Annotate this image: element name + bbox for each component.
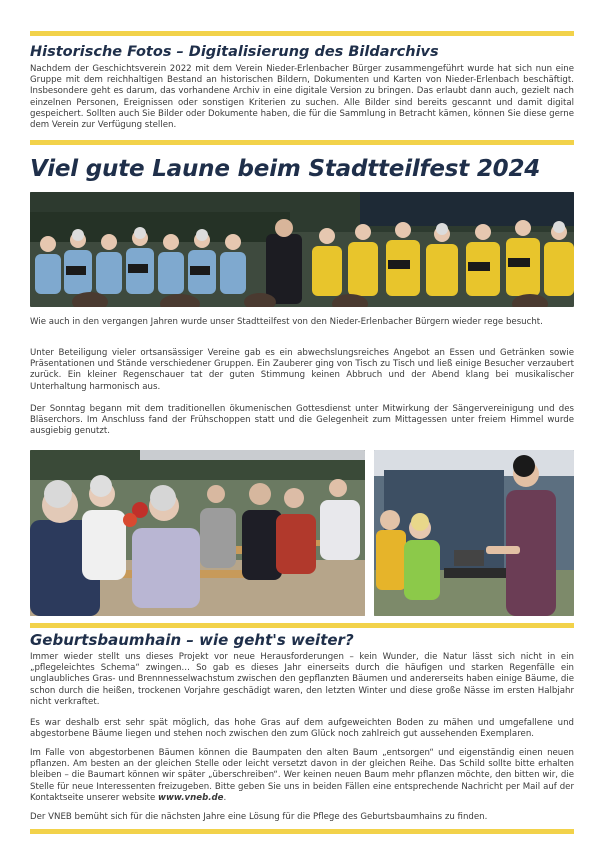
archive-section-title: Historische Fotos – Digitalisierung des Bildarchivs	[30, 44, 439, 60]
trees-paragraph-4: Der VNEB bemüht sich für die nächsten Jahre eine Lösung für die Pflege des Geburtsbaumhains zu finden.	[30, 812, 488, 822]
festival-paragraph-3: Der Sonntag begann mit dem traditionellen ökumenischen Gottesdienst unter Mitwirkung der Sängervereinigung und des Bläserchors. Im Anschluss fand der Frühschoppen statt und die Gelegenheit zum Mittagessen unter freiem Himmel wurde ausgiebig genutzt.	[30, 404, 574, 437]
website-link[interactable]: www.vneb.de	[158, 792, 224, 803]
trees-paragraph-3	[30, 748, 574, 804]
choir-photo	[30, 192, 574, 307]
festival-paragraph-2: Unter Beteiligung vieler ortsansässiger Vereine gab es ein abwechslungsreiches Angebot an Essen und Getränken sowie Präsentationen und Stände verschiedener Gruppen. Ein Zauberer ging von Tisch zu Tisch und ließ einige Besucher verzaubert zurück. Ein kleiner Regenschauer tat der guten Stimmung keinen Abbruch und der Abend klang bei musikalischer Unterhaltung harmonisch aus.	[30, 348, 574, 392]
festival-paragraph-1: Wie auch in den vergangen Jahren wurde unser Stadtteilfest von den Nieder-Erlenbacher Bürgern wieder rege besucht.	[30, 317, 543, 327]
trees-paragraph-2: Es war deshalb erst sehr spät möglich, das hohe Gras auf dem aufgeweichten Boden zu mähen und umgefallene und abgestorbene Bäume liegen und stehen noch zwischen den zum Glück noch zahlreich gut aussehenden Exemplaren.	[30, 718, 574, 740]
magician-photo	[374, 450, 574, 616]
trees-paragraph-1: Immer wieder stellt uns dieses Projekt vor neue Herausforderungen – kein Wunder, die Natur lässt sich nicht in ein „pflegeleichtes Schema“ zwingen… So gab es dieses Jahr einerseits durch die häufigen und starken Regenfälle ein unglaubliches Gras- und Brennnesselwachstum zwischen den gepflanzten Bäumen und andererseits haben einige Bäume, die schon durch die heißen, trockenen Vorjahre geschädigt waren, den letzten Winter und diese große Nässe im ersten Halbjahr nicht verkraftet.	[30, 652, 574, 707]
magician-photo-icon	[374, 450, 574, 616]
festival-section-title: Viel gute Laune beim Stadtteilfest 2024	[30, 156, 541, 182]
accent-bar	[30, 829, 574, 834]
trees-section-title: Geburtsbaumhain – wie geht's weiter?	[30, 631, 354, 649]
choir-photo-icon	[30, 192, 574, 307]
accent-bar	[30, 31, 574, 36]
accent-bar	[30, 140, 574, 145]
accent-bar	[30, 623, 574, 628]
trees-paragraph-3-text: Im Falle von abgestorbenen Bäumen können die Baumpaten den alten Baum „entsorgen“ und eigenständig einen neuen pflanzen. Am besten an der gleichen Stelle oder leicht versetzt davon in der gleichen Reihe. Das Schild sollte bitte erhalten bleiben – die Baumart können wir später „überschreiben“. Wer keinen neuen Baum mehr pflanzen möchte, den bitten wir, die Stelle für neue Interessenten freizugeben. Bitte geben Sie uns in beiden Fällen eine entsprechende Nachricht per Mail auf der Kontaktseite unserer website	[30, 748, 574, 803]
festival-guests-photo	[30, 450, 365, 616]
archive-section-text: Nachdem der Geschichtsverein 2022 mit dem Verein Nieder-Erlenbacher Bürger zusammengeführt wurde hat sich nun eine Gruppe mit dem reichhaltigen Bestand an historischen Bildern, Dokumenten und Karten von Nieder-Erlenbach beschäftigt. Insbesondere geht es darum, das vorhandene Archiv in eine digitale Version zu bringen. Das erlaubt dann auch, gezielt nach einzelnen Personen, Ereignissen oder sonstigen Kriterien zu suchen. Alle Bilder sind bereits gescannt und damit digital gespeichert. Sollten auch Sie Bilder oder Dokumente haben, die für die Sammlung in Betracht kämen, können Sie diese gerne dem Verein zur Verfügung stellen.	[30, 64, 574, 131]
trees-paragraph-3-suffix: .	[223, 792, 227, 803]
festival-guests-photo-icon	[30, 450, 365, 616]
